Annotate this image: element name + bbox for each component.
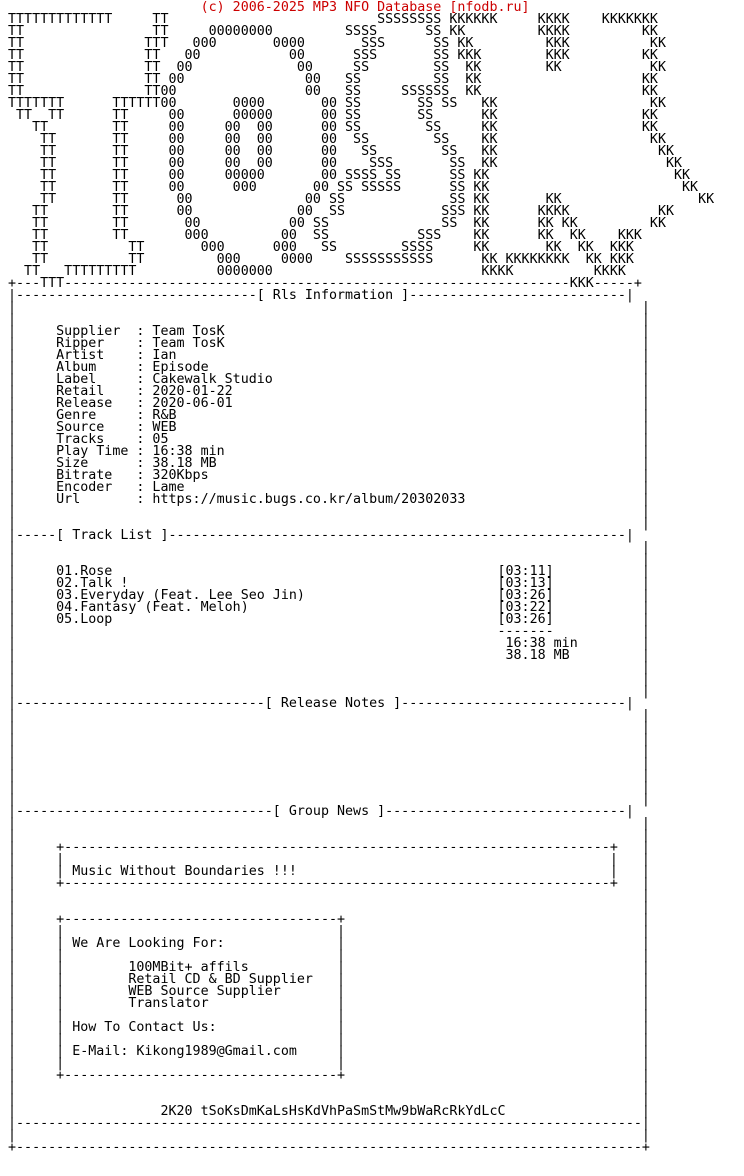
blank-line: | |	[8, 756, 650, 771]
contact-box-line: | | | |	[8, 948, 650, 963]
info-row: | Release : 2020-06-01 |	[8, 396, 650, 411]
section-track-list: |-----[ Track List ]---------------------------------------------------------|	[8, 528, 634, 543]
contact-box-top: | +----------------------------------+ |	[8, 912, 650, 927]
news-box-top: | +--------------------------------------------------------------------+ |	[8, 840, 650, 855]
totals-separator: | ------- |	[8, 624, 650, 639]
blank-line: | |	[8, 1128, 650, 1143]
info-row: | Tracks : 05 |	[8, 432, 650, 447]
blank-line: | |	[8, 816, 650, 831]
blank-line: | |	[8, 1092, 650, 1107]
blank-line: | |	[8, 540, 650, 555]
track-row: | 03.Everyday (Feat. Lee Seo Jin) [03:26] |	[8, 588, 650, 603]
info-row: | Supplier : Team TosK |	[8, 324, 650, 339]
looking-for-title: | | We Are Looking For: | |	[8, 936, 650, 951]
track-row: | 05.Loop [03:26] |	[8, 612, 650, 627]
info-row: | Retail : 2020-01-22 |	[8, 384, 650, 399]
ascii-art-line: TT TT 000 000 SS SSSS KK KK KK KKK	[8, 240, 634, 255]
looking-for-item: | | WEB Source Supplier | |	[8, 984, 650, 999]
frame-bottom: +------------------------------------------------------------------------------+	[8, 1140, 650, 1155]
blank-line: | |	[8, 708, 650, 723]
blank-line: | |	[8, 312, 650, 327]
ascii-art-line: TT TT 000 00 SS SSS KK KK KK KKK	[8, 228, 642, 243]
total-play-time: | 16:38 min |	[8, 636, 650, 651]
ascii-art-line: TTTTTTT TTTTTT00 0000 00 SS SS SS KK KK	[8, 96, 666, 111]
ascii-art-line: TT TT 00 00 00 00 SSS SS KK KK	[8, 156, 683, 171]
section-rls-information: |------------------------------[ Rls Information ]---------------------------|	[8, 288, 634, 303]
blank-line: | |	[8, 888, 650, 903]
info-row: | Encoder : Lame |	[8, 480, 650, 495]
info-row: | Size : 38.18 MB |	[8, 456, 650, 471]
contact-box-line: | | | |	[8, 1056, 650, 1071]
blank-line: | |	[8, 768, 650, 783]
blank-line: | |	[8, 732, 650, 747]
blank-line: | |	[8, 516, 650, 531]
nfo-header: (c) 2006-2025 MP3 NFO Database [nfodb.ru]	[8, 0, 530, 15]
info-row: | Bitrate : 320Kbps |	[8, 468, 650, 483]
ascii-art-line: TT TT00 00 SS SSSSSS KK KK	[8, 84, 658, 99]
info-row: | Genre : R&B |	[8, 408, 650, 423]
track-row: | 02.Talk ! [03:13] |	[8, 576, 650, 591]
contact-box-line: | | | |	[8, 1008, 650, 1023]
contact-box-line: | | | |	[8, 924, 650, 939]
contact-email: | | E-Mail: Kikong1989@Gmail.com | |	[8, 1044, 650, 1059]
contact-box-line: | | | |	[8, 1032, 650, 1047]
frame-divider: |------------------------------------------------------------------------------|	[8, 1116, 650, 1131]
ascii-art-line: TTTTTTTTTTTTT TT SSSSSSSS KKKKKK KKKK KKKKKKK	[8, 12, 658, 27]
ascii-art-line: TT TT 00 00000 00 SSSS SS SS KK KK	[8, 168, 691, 183]
info-row: | Ripper : Team TosK |	[8, 336, 650, 351]
ascii-art-line: TT TT 00 00 00 00 SS SS KK KK	[8, 132, 666, 147]
ascii-art-line: TT TT 00 00 SS SS KK KK	[8, 72, 658, 87]
info-row: | Artist : Ian |	[8, 348, 650, 363]
blank-line: | |	[8, 828, 650, 843]
ascii-art-line: TT TT 000 0000 SSSSSSSSSSS KK KKKKKKKK KK KKK	[8, 252, 634, 267]
ascii-art-line: TT TT 00 00 00 00 SS SS KK KK	[8, 120, 658, 135]
blank-line: | |	[8, 780, 650, 795]
blank-line: | |	[8, 660, 650, 675]
info-row: | Source : WEB |	[8, 420, 650, 435]
blank-line: | |	[8, 672, 650, 687]
contact-title: | | How To Contact Us: | |	[8, 1020, 650, 1035]
ascii-art-line: TT TTTTTTTTT 0000000 KKKK KKKK	[8, 264, 626, 279]
looking-for-item: | | Retail CD & BD Supplier | |	[8, 972, 650, 987]
section-release-notes: |-------------------------------[ Release Notes ]----------------------------|	[8, 696, 634, 711]
blank-line: | |	[8, 504, 650, 519]
blank-line: | |	[8, 792, 650, 807]
blank-line: | |	[8, 744, 650, 759]
looking-for-item: | | 100MBit+ affils | |	[8, 960, 650, 975]
looking-for-item: | | Translator | |	[8, 996, 650, 1011]
track-row: | 04.Fantasy (Feat. Meloh) [03:22] |	[8, 600, 650, 615]
ascii-art-line: TT TTT 000 0000 SSS SS KK KKK KK	[8, 36, 666, 51]
blank-line: | |	[8, 1080, 650, 1095]
footer-signature: | 2K20 tSoKsDmKaLsHsKdVhPaSmStMw9bWaRcRkYdLcC |	[8, 1104, 650, 1119]
frame-top: +---TTT---------------------------------------------------------------KKK-----+	[8, 276, 642, 291]
slogan: | | Music Without Boundaries !!! | |	[8, 864, 650, 879]
news-box-bottom: | +--------------------------------------------------------------------+ |	[8, 876, 650, 891]
blank-line: | |	[8, 684, 650, 699]
ascii-art-line: TT TT 00000000 SSSS SS KK KKKK KK	[8, 24, 658, 39]
info-row: | Play Time : 16:38 min |	[8, 444, 650, 459]
total-size: | 38.18 MB |	[8, 648, 650, 663]
ascii-art-line: TT TT 00 00 SS SSS KK KKKK KK	[8, 204, 675, 219]
section-group-news: |--------------------------------[ Group News ]------------------------------|	[8, 804, 634, 819]
ascii-art-line: TT TT 00 00 00 00 SS SS KK KK	[8, 144, 675, 159]
blank-line: | |	[8, 300, 650, 315]
track-row: | 01.Rose [03:11] |	[8, 564, 650, 579]
ascii-art-line: TT TT 00 00 SS SS KK KK KK	[8, 60, 666, 75]
blank-line: | |	[8, 900, 650, 915]
info-row: | Url : https://music.bugs.co.kr/album/20302033 |	[8, 492, 650, 507]
info-row: | Album : Episode |	[8, 360, 650, 375]
contact-box-bottom: | +----------------------------------+ |	[8, 1068, 650, 1083]
ascii-art-line: TT TT 00 00 SS SS KK KK KK KK	[8, 216, 666, 231]
news-box-line: | | | |	[8, 852, 650, 867]
ascii-art-line: TT TT 00 00 SS SS KK KK KK	[8, 192, 715, 207]
nfo-document	[8, 2, 714, 1154]
ascii-art-line: TT TT TT 00 00000 00 SS SS KK KK	[8, 108, 658, 123]
info-row: | Label : Cakewalk Studio |	[8, 372, 650, 387]
ascii-art-line: TT TT 00 00 SSS SS KKK KKK KK	[8, 48, 658, 63]
ascii-art-line: TT TT 00 000 00 SS SSSSS SS KK KK	[8, 180, 699, 195]
blank-line: | |	[8, 552, 650, 567]
blank-line: | |	[8, 720, 650, 735]
